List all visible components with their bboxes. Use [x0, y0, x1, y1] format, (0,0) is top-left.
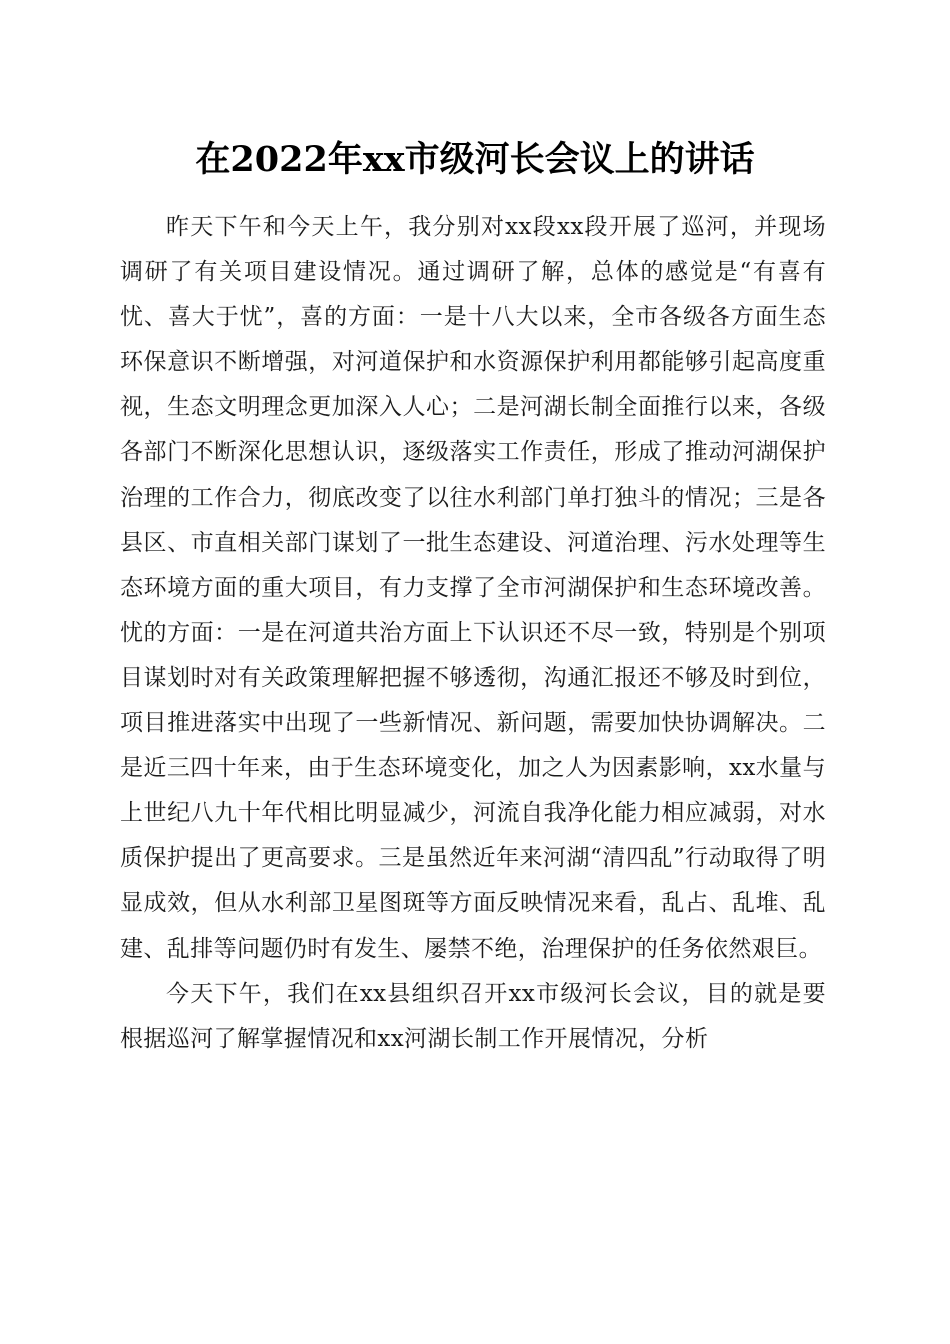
- page-title: 在2022年xx市级河长会议上的讲话: [195, 139, 755, 180]
- paragraph-1: 昨天下午和今天上午，我分别对xx段xx段开展了巡河，并现场调研了有关项目建设情况。通过调研了解，总体的感觉是“有喜有忧、喜大于忧”，喜的方面：一是十八大以来，全市各级各方面生态环保意识不断增强，对河道保护和水资源保护利用都能够引起高度重视，生态文明理念更加深入人心；二是河湖长制全面推行以来，各级各部门不断深化思想认识，逐级落实工作责任，形成了推动河湖保护治理的工作合力，彻底改变了以往水利部门单打独斗的情况；三是各县区、市直相关部门谋划了一批生态建设、河道治理、污水处理等生态环境方面的重大项目，有力支撑了全市河湖保护和生态环境改善。忧的方面：一是在河道共治方面上下认识还不尽一致，特别是个别项目谋划时对有关政策理解把握不够透彻，沟通汇报还不够及时到位，项目推进落实中出现了一些新情况、新问题，需要加快协调解决。二是近三四十年来，由于生态环境变化，加之人为因素影响，xx水量与上世纪八九十年代相比明显减少，河流自我净化能力相应减弱，对水质保护提出了更高要求。三是虽然近年来河湖“清四乱”行动取得了明显成效，但从水利部卫星图斑等方面反映情况来看，乱占、乱堆、乱建、乱排等问题仍时有发生、屡禁不绝，治理保护的任务依然艰巨。: [120, 214, 826, 962]
- paragraph-2: 今天下午，我们在xx县组织召开xx市级河长会议，目的就是要根据巡河了解掌握情况和xx河湖长制工作开展情况，分析: [120, 980, 826, 1052]
- document-body: [120, 205, 826, 1062]
